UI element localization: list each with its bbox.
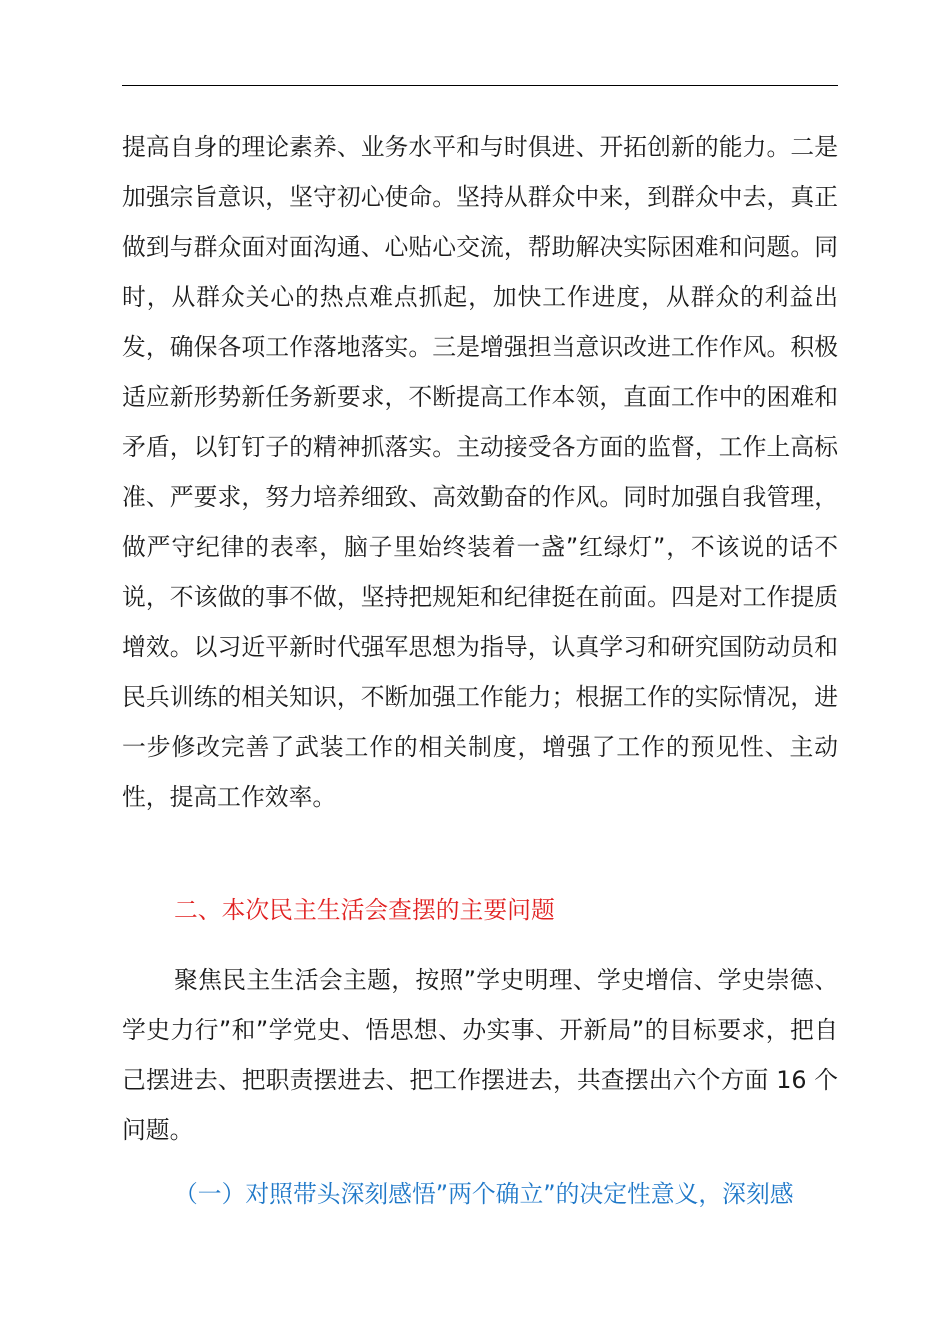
- section-heading: 二、本次民主生活会查摆的主要问题: [174, 896, 555, 924]
- body-paragraph-2: 聚焦民主生活会主题，按照”学史明理、学史增信、学史崇德、学史力行”和”学党史、悟思想、办实事、开新局”的目标要求，把自己摆进去、把职责摆进去、把工作摆进去，共查摆出六个方面 16 个问题。: [122, 966, 838, 1144]
- body-paragraph-1: 提高自身的理论素养、业务水平和与时俱进、开拓创新的能力。二是加强宗旨意识，坚守初心使命。坚持从群众中来，到群众中去，真正做到与群众面对面沟通、心贴心交流，帮助解决实际困难和问题。同时，从群众关心的热点难点抓起，加快工作进度，从群众的利益出发，确保各项工作落地落实。三是增强担当意识改进工作作风。积极适应新形势新任务新要求，不断提高工作本领，直面工作中的困难和矛盾，以钉钉子的精神抓落实。主动接受各方面的监督，工作上高标准、严要求，努力培养细致、高效勤奋的作风。同时加强自我管理，做严守纪律的表率，脑子里始终装着一盏”红绿灯”，不该说的话不说，不该做的事不做，坚持把规矩和纪律挺在前面。四是对工作提质增效。以习近平新时代强军思想为指导，认真学习和研究国防动员和民兵训练的相关知识，不断加强工作能力；根据工作的实际情况，进一步修改完善了武装工作的相关制度，增强了工作的预见性、主动性，提高工作效率。: [122, 133, 838, 811]
- subsection-heading: （一）对照带头深刻感悟”两个确立”的决定性意义，深刻感: [174, 1180, 794, 1208]
- header-rule: [122, 85, 838, 86]
